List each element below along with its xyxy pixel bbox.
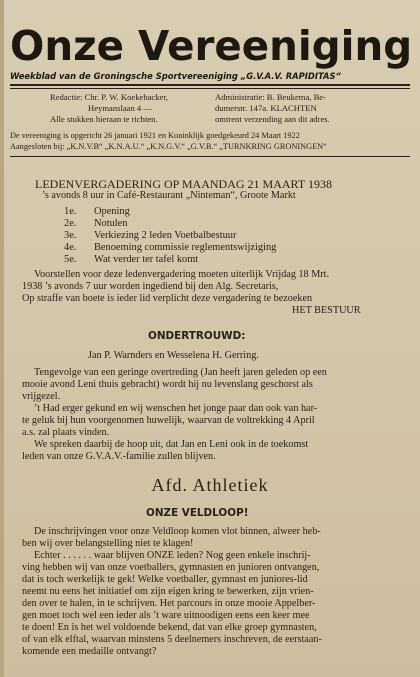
masthead-title: Onze Vereeniging — [10, 22, 413, 70]
engagement-heading: ONDERTROUWD: — [148, 330, 246, 342]
athletics-line: Echter . . . . . . waar blijven ONZE leden? Nog geen enkele inschrij- — [34, 550, 311, 561]
admin-line-1: Administratie: B. Beukema, Be- — [215, 92, 326, 102]
founded-line: De vereeniging is opgericht 26 januari 1921 en Koninklijk goedgekeurd 24 Maart 1922 — [10, 131, 300, 140]
admin-line-2: dumerstr. 147a. KLACHTEN — [215, 103, 317, 113]
redactie-line-3: Alle stukken hieraan te richten. — [50, 114, 158, 124]
athletics-line: De inschrijvingen voor onze Veldloop komen vlot binnen, alweer heb- — [34, 526, 321, 537]
proposal-line: Op straffe van boete is ieder lid verplicht deze vergadering te bezoeken — [22, 293, 313, 304]
affiliations-line: Aangesloten bij: „K.N.V.B“ „K.N.A.U.“ „K.N.G.V.“ „G.V.B.“ „TURNKRING GRONINGEN“ — [10, 142, 327, 151]
agenda-item: 5e. Wat verder ter tafel komt — [64, 254, 199, 265]
athletics-line: ving hebben wij van onze voetballers, gymnasten en junioren ontvangen, — [22, 562, 320, 573]
agenda-item: 4e. Benoeming commissie reglementswijziging — [64, 242, 277, 253]
athletics-line: komende een medaille ontvangt? — [22, 646, 157, 657]
redactie-line-2: Heymanslaan 4 — — [88, 103, 152, 113]
engagement-line: ’t Had erger gekund en wij wenschen het jonge paar dan ook van har- — [34, 403, 318, 414]
proposal-line: 1938 ’s avonds 7 uur worden ingediend bij den Alg. Secretaris, — [22, 281, 279, 292]
engagement-line: leden van onze G.V.A.V.-familie zullen blijven. — [22, 451, 216, 462]
athletics-line: neemt nu eens het initiatief om zijn eigen kring te bewerken, zijn vrien- — [22, 586, 314, 597]
athletics-subheading: ONZE VELDLOOP! — [146, 507, 249, 519]
engagement-line: vrijgezel. — [22, 391, 61, 402]
meeting-signature: HET BESTUUR — [292, 305, 361, 316]
masthead-subtitle: Weekblad van de Groningsche Sportvereeniging „G.V.A.V. RAPIDITAS“ — [10, 71, 341, 81]
athletics-line: den over te halen, in te schrijven. Het parcours in onze mooie Appelber- — [22, 598, 316, 609]
engagement-line: mooie avond Leni thuis gebracht) wordt hij nu levenslang geschorst als — [22, 379, 313, 390]
header-bottom-rule — [10, 156, 410, 157]
meeting-subheading: ’s avonds 8 uur in Café-Restaurant „Ninteman“, Groote Markt — [42, 190, 296, 201]
athletics-line: gen moet toch wel een ieder als ’t ware uitnoodigen eens een keer mee — [22, 610, 310, 621]
admin-line-3: omtrent verzending aan dit adres. — [215, 114, 330, 124]
engagement-names: Jan P. Warnders en Wesselena H. Gerring. — [88, 350, 259, 361]
agenda-item: 2e. Notulen — [64, 218, 128, 229]
redactie-line-1: Redactie: Chr. P. W. Koekebacker, — [50, 92, 169, 102]
agenda-item: 1e. Opening — [64, 206, 130, 217]
meeting-heading: LEDENVERGADERING OP MAANDAG 21 MAART 1938 — [35, 177, 332, 191]
athletics-line: of van elk elftal, waarvan minstens 5 deelnemers inschreven, de eerstaan- — [22, 634, 322, 645]
engagement-line: Tengevolge van een geringe overtreding (Jan heeft jaren geleden op een — [34, 367, 327, 378]
engagement-line: te geluk bij hun voorgenomen huwelijk, waarvan de voltrekking 4 April — [22, 415, 315, 426]
engagement-line: We spreken daarbij de hoop uit, dat Jan en Leni ook in de toekomst — [34, 439, 309, 450]
masthead-rule-thick — [10, 84, 410, 86]
page-edge — [0, 0, 4, 677]
athletics-line: te doen! En is het wel voldoende bekend, dat van elke groep gymnasten, — [22, 622, 317, 633]
athletics-line: ben wij over belangstelling niet te klagen! — [22, 538, 194, 549]
agenda-item: 3e. Verkiezing 2 leden Voetbalbestuur — [64, 230, 237, 241]
engagement-line: a.s. zal plaats vinden. — [22, 427, 110, 438]
masthead-rule-thin — [10, 88, 410, 89]
athletics-heading: Afd. Athletiek — [151, 475, 269, 495]
proposal-line: Voorstellen voor deze ledenvergadering moeten uiterlijk Vrijdag 18 Mrt. — [34, 269, 330, 280]
athletics-line: dat is toch werkelijk te gek! Welke voetballer, gymnast en juniores-lid — [22, 574, 308, 585]
